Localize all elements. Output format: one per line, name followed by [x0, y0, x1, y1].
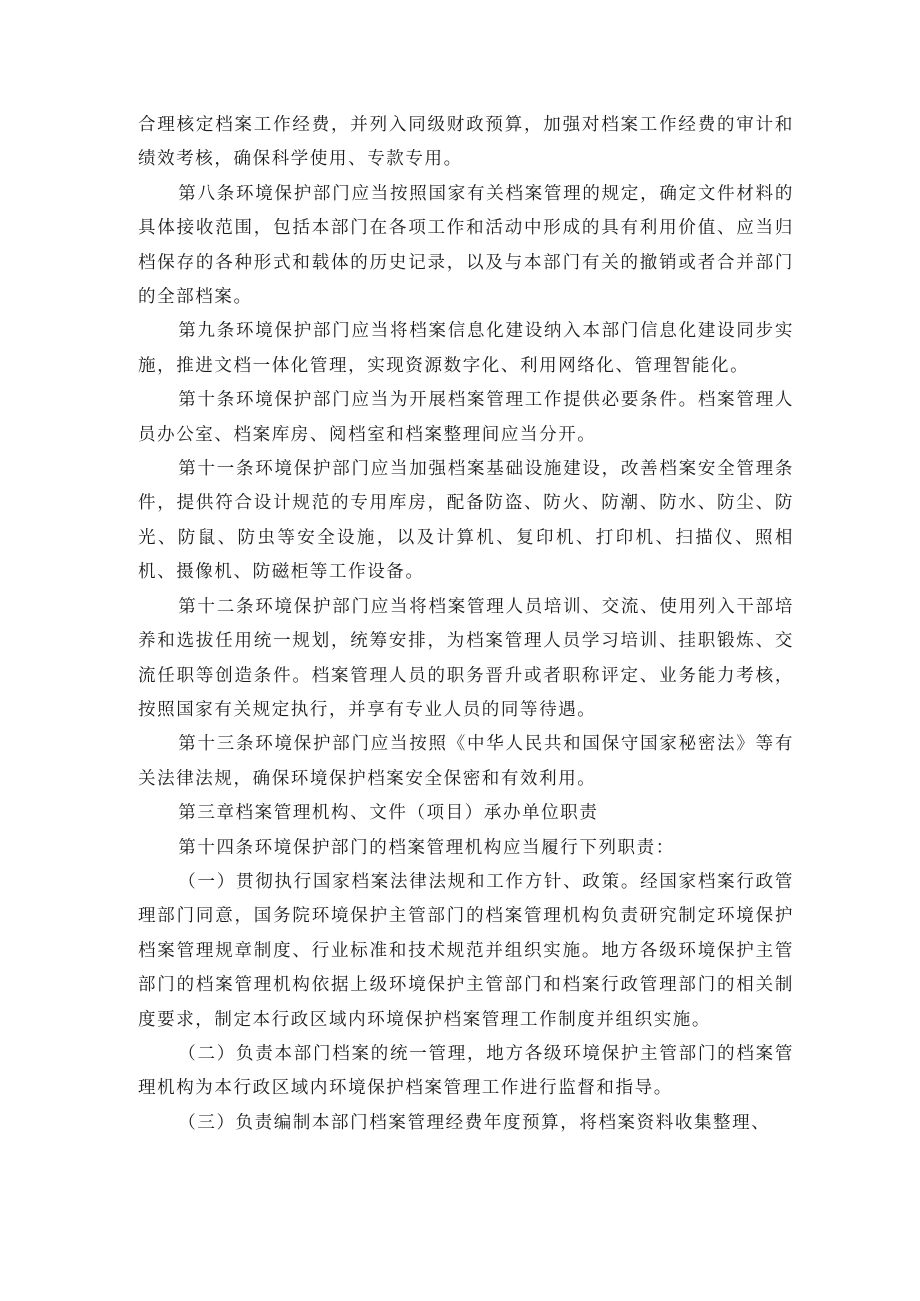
article-14: 第十四条环境保护部门的档案管理机构应当履行下列职责： [178, 837, 675, 858]
article-9: 第九条环境保护部门应当将档案信息化建设纳入本部门信息化建设同步实施，推进文档一体化管理，实现资源数字化、利用网络化、管理智能化。 [138, 321, 794, 376]
article-12: 第十二条环境保护部门应当将档案管理人员培训、交流、使用列入干部培养和选拔任用统一规划，统筹安排，为档案管理人员学习培训、挂职锻炼、交流任职等创造条件。档案管理人员的职务晋升或者职称评定、业务能力考核，按照国家有关规定执行，并享有专业人员的同等待遇。 [138, 596, 794, 720]
paragraph-funding: 合理核定档案工作经费，并列入同级财政预算，加强对档案工作经费的审计和绩效考核，确保科学使用、专款专用。 [138, 115, 794, 170]
article-8: 第八条环境保护部门应当按照国家有关档案管理的规定，确定文件材料的具体接收范围，包括本部门在各项工作和活动中形成的具有利用价值、应当归档保存的各种形式和载体的历史记录，以及与本部门有关的撤销或者合并部门的全部档案。 [138, 183, 794, 308]
chapter-3-heading: 第三章档案管理机构、文件（项目）承办单位职责 [178, 803, 599, 824]
article-11: 第十一条环境保护部门应当加强档案基础设施建设，改善档案安全管理条件，提供符合设计规范的专用库房，配备防盗、防火、防潮、防水、防尘、防光、防鼠、防虫等安全设施，以及计算机、复印机、打印机、扫描仪、照相机、摄像机、防磁柜等工作设备。 [138, 459, 794, 583]
article-14-item-3: （三）负责编制本部门档案管理经费年度预算，将档案资料收集整理、 [178, 1112, 771, 1133]
article-10: 第十条环境保护部门应当为开展档案管理工作提供必要条件。档案管理人员办公室、档案库房、阅档室和档案整理间应当分开。 [138, 390, 794, 445]
article-14-item-1: （一）贯彻执行国家档案法律法规和工作方针、政策。经国家档案行政管理部门同意，国务院环境保护主管部门的档案管理机构负责研究制定环境保护档案管理规章制度、行业标准和技术规范并组织实施。地方各级环境保护主管部门的档案管理机构依据上级环境保护主管部门和档案行政管理部门的相关制度要求，制定本行政区域内环境保护档案管理工作制度并组织实施。 [138, 871, 794, 1030]
document-page [138, 108, 794, 1140]
article-14-item-2: （二）负责本部门档案的统一管理，地方各级环境保护主管部门的档案管理机构为本行政区域内环境保护档案管理工作进行监督和指导。 [138, 1043, 794, 1099]
article-13: 第十三条环境保护部门应当按照《中华人民共和国保守国家秘密法》等有关法律法规，确保环境保护档案安全保密和有效利用。 [138, 734, 794, 789]
